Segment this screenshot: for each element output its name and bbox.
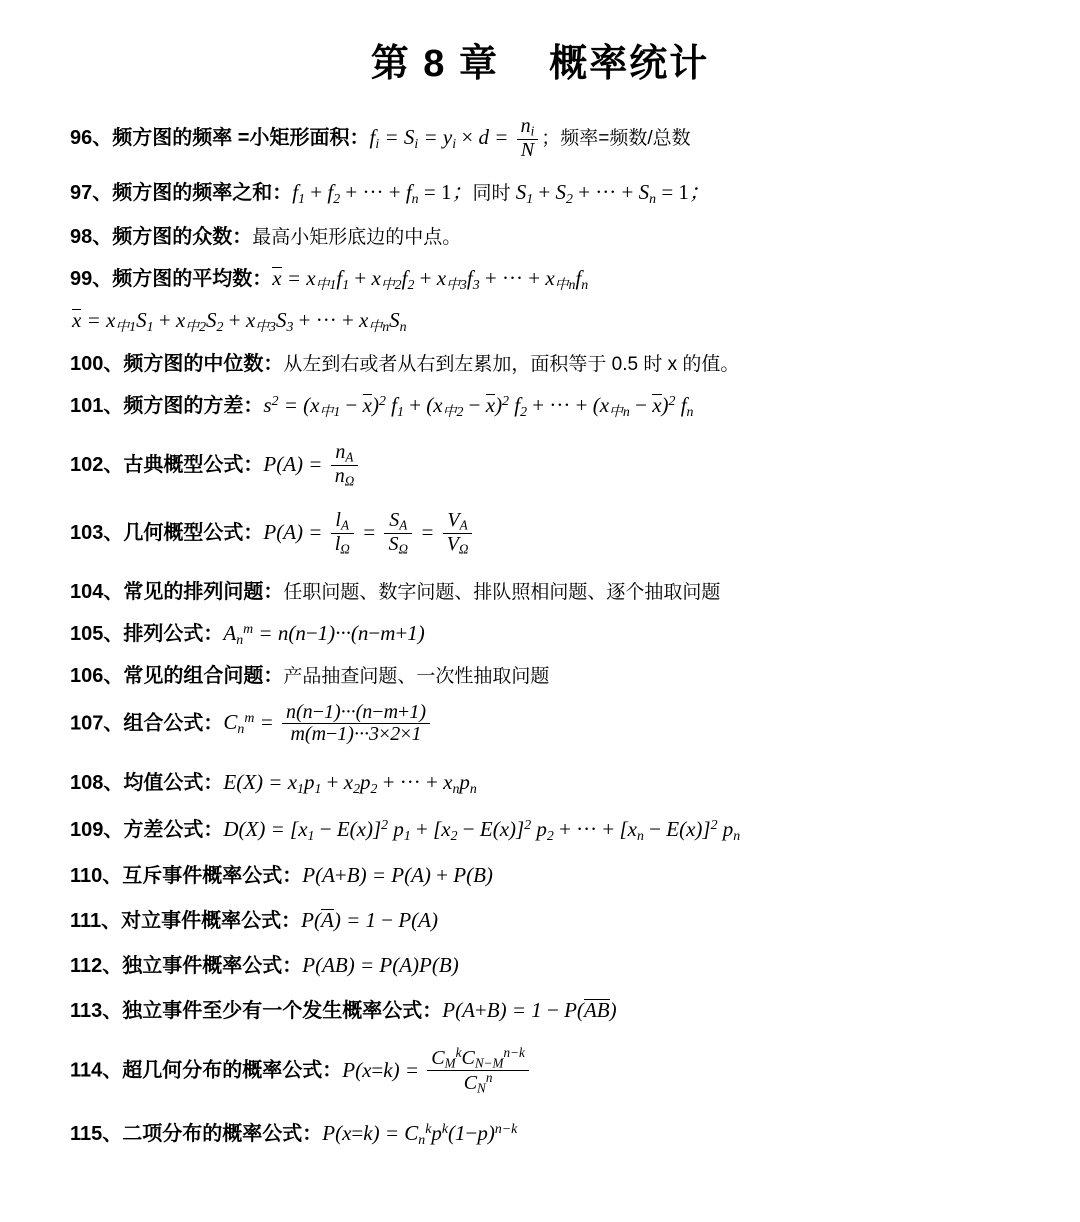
formula-item-99-continuation — [70, 308, 1010, 335]
formula-item-97 — [70, 178, 1010, 209]
item-label: 常见的组合问题： — [123, 664, 284, 687]
item-formula: P(A+B) = 1 − P(AB) — [442, 998, 617, 1023]
item-label-extra: =小矩形面积： — [232, 127, 370, 150]
item-text: 最高小矩形底边的中点。 — [252, 227, 462, 249]
item-formula: P(A) = $\frac{n_A}{n_\Omega}$ — [263, 452, 361, 476]
item-label: 古典概型公式： — [123, 454, 264, 477]
item-label: 几何概型公式： — [123, 522, 264, 545]
item-formula: P(AB) = P(A)P(B) — [302, 953, 459, 978]
item-label: 频方图的频率之和： — [112, 181, 293, 204]
item-text: 产品抽查问题、一次性抽取问题 — [283, 665, 550, 687]
item-formula: $C_n^m$ = $\frac{n(n-1)\cdot\cdot\cdot(n-m+1)}{m(m-1)\cdot\cdot\cdot 3\times 2\times 1}$ — [223, 710, 433, 734]
formula-item-111 — [70, 906, 1010, 935]
item-label: 独立事件至少有一个发生概率公式： — [122, 1000, 443, 1023]
item-formula: $E(X) = x_1p_1 + x_2p_2$ + ··· + $x_np_n$ — [223, 769, 477, 796]
formula-item-106 — [70, 663, 1010, 690]
item-number: 108、 — [70, 771, 124, 794]
item-label: 频方图的频率 — [112, 127, 233, 150]
item-number: 107、 — [70, 712, 124, 735]
item-number: 112、 — [70, 955, 123, 978]
formula-item-112 — [70, 951, 1010, 980]
item-note: ；频率=频数/总数 — [541, 128, 691, 150]
item-formula-second: $x = x_{中1}S_1 + x_{中2}S_2 + x_{中3}S_3$ + ··· + $x_{中n}S_n$ — [72, 307, 407, 334]
item-label: 超几何分布的概率公式： — [122, 1059, 343, 1082]
item-number: 114、 — [70, 1059, 123, 1082]
formula-item-99 — [70, 264, 1010, 295]
item-number: 100、 — [70, 352, 124, 375]
item-number: 101、 — [70, 394, 124, 417]
item-number: 115、 — [70, 1122, 123, 1145]
item-number: 109、 — [70, 818, 124, 841]
item-label: 对立事件概率公式： — [121, 910, 302, 933]
formula-item-101 — [70, 391, 1010, 422]
item-formula: $A_n^m = n(n-1)\cdot\cdot\cdot(n-m+1)$ — [223, 621, 425, 648]
item-formula: $P(x=k) = C_n^kp^k(1-p)^{n-k}$ — [322, 1120, 518, 1147]
formula-item-100 — [70, 351, 1010, 378]
item-number: 105、 — [70, 623, 124, 646]
item-formula: $f_1 + f_2$ + ··· + $f_n = 1$； — [292, 179, 473, 206]
item-formula: P(x=k) = $\frac{C_M^kC_{N-M}^{n-k}}{C_N^n}$ — [342, 1058, 532, 1082]
item-label: 频方图的平均数： — [112, 268, 273, 291]
item-number: 110、 — [70, 865, 123, 888]
item-text: 任职问题、数字问题、排队照相问题、逐个抽取问题 — [283, 582, 721, 604]
item-text: 从左到右或者从右到左累加，面积等于 0.5 时 x 的值。 — [283, 353, 740, 375]
formula-item-103 — [70, 511, 1010, 557]
item-label: 互斥事件概率公式： — [122, 865, 303, 888]
item-label: 二项分布的概率公式： — [122, 1122, 323, 1145]
formula-item-107 — [70, 700, 1010, 746]
item-label: 频方图的中位数： — [123, 352, 284, 375]
formula-item-115 — [70, 1119, 1010, 1150]
formula-item-104 — [70, 579, 1010, 606]
item-formula-second: $S_1 + S_2$ + ··· + $S_n = 1$； — [515, 179, 710, 206]
formula-item-109 — [70, 815, 1010, 846]
item-number: 104、 — [70, 581, 124, 604]
formula-item-102 — [70, 443, 1010, 489]
item-number: 96、 — [70, 127, 113, 150]
item-formula: $D(X) = [x_1 - E(x)]^2$ $p_1 + [x_2 - E(x)]^2$ $p_2$ + ··· + $[x_n - E(x)]^2$ $p_n$ — [223, 816, 741, 843]
item-number: 106、 — [70, 664, 124, 687]
item-formula: $x = x_{中1}f_1 + x_{中2}f_2 + x_{中3}f_3$ + ··· + $x_{中n}f_n$ — [272, 266, 589, 292]
item-label: 均值公式： — [123, 771, 224, 794]
item-number: 111、 — [70, 910, 122, 933]
item-label: 排列公式： — [123, 623, 224, 646]
item-number: 97、 — [70, 181, 113, 204]
item-number: 98、 — [70, 226, 113, 249]
item-label: 频方图的方差： — [123, 394, 264, 417]
formula-item-96 — [70, 117, 1010, 162]
formula-item-110 — [70, 861, 1010, 890]
item-number: 102、 — [70, 454, 124, 477]
item-formula: $f_i = S_i = y_i \times d$ = $\frac{n_i}{N}$ — [370, 125, 542, 149]
item-formula: $s^2 = (x_{中1} - x)^2$ $f_1 + (x_{中2} - x)^2$ $f_2$ + ··· + $(x_{中n} - x)^2$ $f_n$ — [263, 392, 694, 419]
item-number: 103、 — [70, 522, 124, 545]
page-title: 第 8 章 概率统计 — [370, 43, 710, 85]
item-label: 组合公式： — [123, 712, 224, 735]
formula-item-105 — [70, 619, 1010, 650]
item-label: 方差公式： — [123, 818, 224, 841]
formula-item-98 — [70, 224, 1010, 251]
item-formula-joiner: 同时 — [472, 182, 516, 204]
formula-item-113 — [70, 996, 1010, 1025]
item-label: 独立事件概率公式： — [122, 955, 303, 978]
item-label: 常见的排列问题： — [123, 581, 284, 604]
item-number: 113、 — [70, 1000, 123, 1023]
formula-item-114 — [70, 1047, 1010, 1097]
item-formula: P(A) = 1 − P(A) — [301, 908, 438, 933]
item-label: 频方图的众数： — [112, 226, 253, 249]
item-formula: P(A) = $\frac{l_A}{l_\Omega}$ = $\frac{S_A}{S_\Omega}$ = $\frac{V_A}{V_\Omega}$ — [263, 520, 475, 544]
formula-item-108 — [70, 768, 1010, 799]
item-formula: P(A+B) = P(A) + P(B) — [302, 863, 493, 888]
item-number: 99、 — [70, 268, 113, 291]
